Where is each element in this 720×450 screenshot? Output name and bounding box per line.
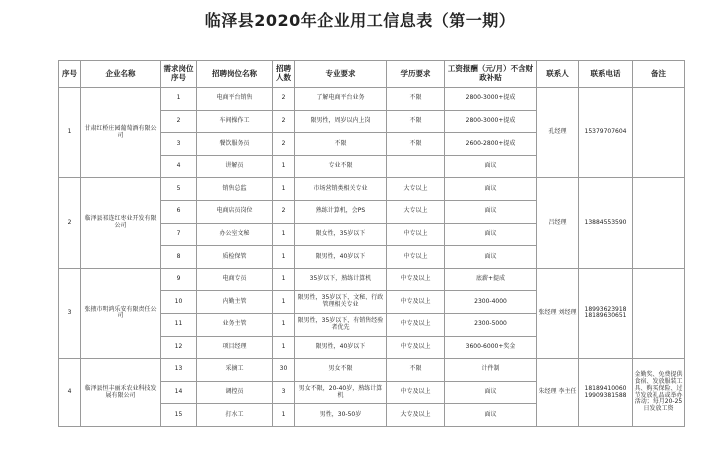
job-count: 1: [273, 178, 295, 201]
job-number: 13: [161, 359, 197, 382]
job-number: 6: [161, 200, 197, 223]
education-requirement: 中专及以上: [387, 313, 445, 336]
education-requirement: 大专及以上: [387, 404, 445, 427]
education-requirement: 中专及以上: [387, 268, 445, 291]
salary: 计件制: [445, 359, 537, 382]
contact-person: 张经理 刘经理: [537, 268, 579, 358]
job-count: 1: [273, 246, 295, 269]
job-title: 采摘工: [197, 359, 273, 382]
job-count: 1: [273, 313, 295, 336]
job-number: 4: [161, 155, 197, 178]
header-job-number: 需求岗位序号: [161, 61, 197, 88]
job-title: 项目经理: [197, 336, 273, 359]
salary: 2800-3000+提成: [445, 110, 537, 133]
job-count: 2: [273, 88, 295, 111]
major-requirement: 限男性，40岁以下: [295, 246, 387, 269]
header-index: 序号: [59, 61, 81, 88]
job-number: 2: [161, 110, 197, 133]
note: 金勤奖、免费提供食宿、发放服装工具、购买保险、过节发放礼品或举办活动；每月20-25日发放工资: [633, 359, 685, 427]
major-requirement: 限男性，35岁以下，有销售经验者优先: [295, 313, 387, 336]
salary: 面议: [445, 404, 537, 427]
company-name: 临泽县祁连红枣业开发有限公司: [81, 178, 161, 268]
major-requirement: 限男性，35岁以下，文秘、行政管理相关专业: [295, 291, 387, 314]
education-requirement: 中专以上: [387, 246, 445, 269]
salary: 底薪+提成: [445, 268, 537, 291]
job-count: 3: [273, 381, 295, 404]
job-title: 销售总监: [197, 178, 273, 201]
education-requirement: [387, 155, 445, 178]
salary: 2300-5000: [445, 313, 537, 336]
table-row: [59, 359, 685, 382]
job-number: 1: [161, 88, 197, 111]
page-title: 临泽县2020年企业用工信息表（第一期）: [204, 11, 516, 30]
job-count: 30: [273, 359, 295, 382]
header-education: 学历要求: [387, 61, 445, 88]
header-phone: 联系电话: [579, 61, 633, 88]
job-count: 1: [273, 291, 295, 314]
education-requirement: 大专以上: [387, 200, 445, 223]
note: [633, 88, 685, 178]
job-number: 10: [161, 291, 197, 314]
job-number: 12: [161, 336, 197, 359]
job-title: 打水工: [197, 404, 273, 427]
job-count: 1: [273, 155, 295, 178]
job-title: 调控员: [197, 381, 273, 404]
contact-phone: 15379707604: [579, 88, 633, 178]
row-index: 4: [59, 359, 81, 427]
education-requirement: 中专以上: [387, 223, 445, 246]
job-title: 内勤主管: [197, 291, 273, 314]
education-requirement: 中专及以上: [387, 291, 445, 314]
header-job-title: 招聘岗位名称: [197, 61, 273, 88]
contact-person: 朱经理 李主任: [537, 359, 579, 427]
employment-table: [58, 60, 685, 427]
row-index: 3: [59, 268, 81, 358]
major-requirement: 市场营销类相关专业: [295, 178, 387, 201]
header-contact: 联系人: [537, 61, 579, 88]
major-requirement: 限男性，40岁以下: [295, 336, 387, 359]
header-count: 招聘人数: [273, 61, 295, 88]
job-count: 2: [273, 110, 295, 133]
education-requirement: 不限: [387, 133, 445, 156]
row-index: 2: [59, 178, 81, 268]
company-name: 张掖市明鸿乐安有限责任公司: [81, 268, 161, 358]
job-title: 办公室文秘: [197, 223, 273, 246]
job-title: 电商平台销售: [197, 88, 273, 111]
note: [633, 178, 685, 268]
job-number: 11: [161, 313, 197, 336]
salary: 面议: [445, 200, 537, 223]
header-company: 企业名称: [81, 61, 161, 88]
major-requirement: 了解电商平台业务: [295, 88, 387, 111]
company-name: 甘肃红桥庄园葡萄酒有限公司: [81, 88, 161, 178]
company-name: 临泽县恒丰丽禾农业科技发展有限公司: [81, 359, 161, 427]
job-number: 5: [161, 178, 197, 201]
major-requirement: 35岁以下，熟练计算机: [295, 268, 387, 291]
job-number: 3: [161, 133, 197, 156]
job-title: 车间操作工: [197, 110, 273, 133]
major-requirement: 限男性，周岁以内上岗: [295, 110, 387, 133]
contact-phone: 13884553590: [579, 178, 633, 268]
job-title: 餐饮服务员: [197, 133, 273, 156]
education-requirement: 不限: [387, 110, 445, 133]
major-requirement: 男女不限，20-40岁，熟练计算机: [295, 381, 387, 404]
job-title: 电商专员: [197, 268, 273, 291]
contact-phone: 18993623918 18189630651: [579, 268, 633, 358]
education-requirement: 大专以上: [387, 178, 445, 201]
header-note: 备注: [633, 61, 685, 88]
job-number: 9: [161, 268, 197, 291]
contact-phone: 18189410060 19909381588: [579, 359, 633, 427]
job-count: 1: [273, 223, 295, 246]
job-count: 1: [273, 268, 295, 291]
major-requirement: 熟练计算机，会PS: [295, 200, 387, 223]
salary: 面议: [445, 223, 537, 246]
salary: 2300-4000: [445, 291, 537, 314]
job-number: 15: [161, 404, 197, 427]
salary: 面议: [445, 246, 537, 269]
major-requirement: 限女性，35岁以下: [295, 223, 387, 246]
salary: 面议: [445, 178, 537, 201]
job-count: 2: [273, 200, 295, 223]
note: [633, 268, 685, 358]
header-salary: 工资报酬（元/月）不含财政补贴: [445, 61, 537, 88]
job-title: 质检保管: [197, 246, 273, 269]
table-row: [59, 178, 685, 201]
header-row: [59, 61, 685, 88]
salary: 2600-2800+提成: [445, 133, 537, 156]
job-title: 电商店员岗位: [197, 200, 273, 223]
table-body: [59, 88, 685, 427]
job-count: 1: [273, 336, 295, 359]
header-major: 专业要求: [295, 61, 387, 88]
salary: 2800-3000+提成: [445, 88, 537, 111]
education-requirement: 中专及以上: [387, 336, 445, 359]
education-requirement: 不限: [387, 359, 445, 382]
salary: 3600-6000+奖金: [445, 336, 537, 359]
education-requirement: 中专及以上: [387, 381, 445, 404]
contact-person: 孔经理: [537, 88, 579, 178]
job-number: 7: [161, 223, 197, 246]
row-index: 1: [59, 88, 81, 178]
major-requirement: 男女不限: [295, 359, 387, 382]
table-row: [59, 268, 685, 291]
contact-person: 吕经理: [537, 178, 579, 268]
major-requirement: 不限: [295, 133, 387, 156]
education-requirement: 不限: [387, 88, 445, 111]
job-count: 2: [273, 133, 295, 156]
job-number: 8: [161, 246, 197, 269]
job-title: 业务主管: [197, 313, 273, 336]
salary: 面议: [445, 381, 537, 404]
major-requirement: 专业不限: [295, 155, 387, 178]
job-count: 1: [273, 404, 295, 427]
table-row: [59, 88, 685, 111]
job-number: 14: [161, 381, 197, 404]
job-title: 讲解员: [197, 155, 273, 178]
salary: 面议: [445, 155, 537, 178]
major-requirement: 男性，30-50岁: [295, 404, 387, 427]
